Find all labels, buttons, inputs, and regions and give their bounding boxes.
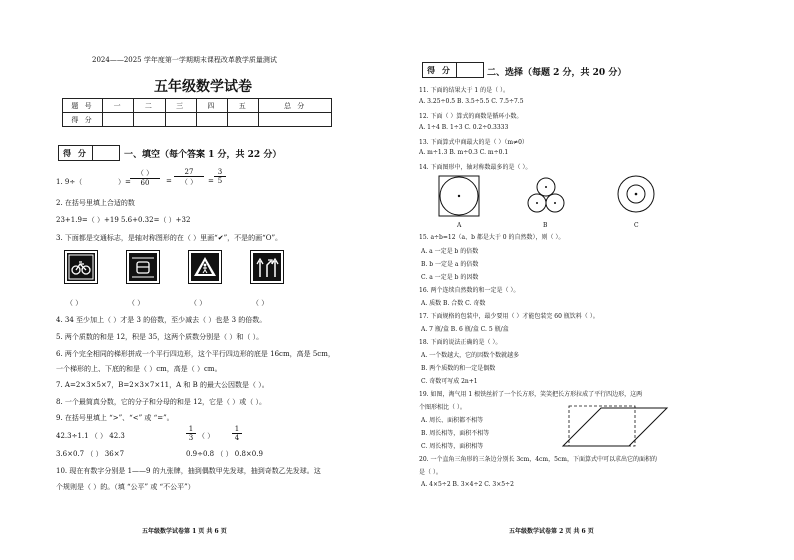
- q14-label-a: A: [457, 222, 462, 229]
- q9-text: 9. 在括号里填上 “>”、“<” 或 “=”。: [56, 414, 174, 422]
- section1-heading: 一、填空（每个答案 1 分，共 22 分）: [124, 150, 282, 160]
- section2-heading: 二、选择（每题 2 分，共 20 分）: [487, 68, 627, 78]
- q1-fraction-1: [130, 168, 160, 187]
- score-table-cell[interactable]: [196, 113, 227, 127]
- fraction-numerator: 3: [217, 168, 223, 176]
- q19-text-cont: 个图形相比（ ）。: [419, 404, 466, 411]
- q9-fraction-2: [232, 425, 242, 442]
- q12-text: 12. 下面（ ）算式的商数是循环小数。: [419, 113, 523, 120]
- q3-answer-blank[interactable]: （ ）: [252, 299, 269, 307]
- score-box-label: 得 分: [59, 146, 93, 160]
- figure-a-square-circle: [439, 176, 479, 216]
- q1-part-a: 1. 9÷（: [56, 178, 83, 186]
- q15-option-b: B. b 一定是 a 的倍数: [421, 261, 479, 268]
- q10-text: 10. 现在有数字分别是 1——9 的九张牌，抽到偶数甲先发球，抽到奇数乙先发球。这: [56, 467, 321, 475]
- q19-rectangle-parallelogram-figure: [559, 404, 677, 450]
- score-table-cell[interactable]: [228, 113, 259, 127]
- q11-options: A. 3.25÷0.5 B. 3.5÷5.5 C. 7.5÷7.5: [419, 98, 524, 105]
- exam-page-2: [397, 0, 794, 560]
- q17-options: A. 7 瓶/盒 B. 6 瓶/盒 C. 5 瓶/盒: [421, 326, 509, 333]
- fraction-numerator: 27: [184, 168, 194, 176]
- q1-fraction-3: [214, 168, 226, 185]
- q1-part-b: ）=: [118, 178, 131, 186]
- q14-figures: [437, 172, 697, 222]
- q8-text: 8. 一个最简真分数，它的分子和分母的和是 12，它是（ ）或（ ）。: [56, 398, 266, 406]
- score-table-cell[interactable]: [134, 113, 165, 127]
- q7-text: 7. A=2×3×5×7，B=2×3×7×11，A 和 B 的最大公因数是（ ）。: [56, 381, 269, 389]
- q6-text-cont: 一个梯形的上、下底的和是（ ）cm，高是（ ）cm。: [56, 365, 222, 373]
- q18-option-a: A. 一个数越大，它的因数个数就越多: [421, 352, 520, 359]
- score-table-cell: 得 分: [63, 113, 103, 127]
- score-box-label: 得 分: [423, 63, 457, 77]
- bicycle-sign-icon: [65, 251, 97, 283]
- section2-score-box: [422, 62, 484, 78]
- exam-subtitle: 2024——2025 学年度第一学期期末课程改革教学质量测试: [92, 56, 277, 64]
- q1-equals: =: [166, 177, 172, 185]
- fraction-denominator: 60: [130, 178, 160, 187]
- q9-compare-2: 3.6×0.7 （ ） 36×7: [56, 450, 125, 458]
- score-table: [62, 98, 332, 127]
- q3-answer-blank[interactable]: （ ）: [128, 299, 145, 307]
- figure-b-three-circles: [528, 178, 564, 212]
- q18-text: 18. 下面的说法正确的是（ ）。: [419, 339, 502, 346]
- q9-fraction-1: [186, 425, 196, 442]
- q15-text: 15. a÷b=12（a、b 都是大于 0 的自然数），则（ ）。: [419, 234, 565, 241]
- q20-text-cont: 是（ ）。: [419, 469, 442, 476]
- score-table-cell: 二: [134, 99, 165, 113]
- score-table-score-row: [63, 113, 332, 127]
- q19-text: 19. 如图，淘气用 1 根铁丝折了一个长方形，笑笑把长方形拉成了平行四边形，这两: [419, 391, 643, 398]
- q20-options: A. 4×5÷2 B. 3×4÷2 C. 3×5÷2: [421, 481, 514, 488]
- score-table-cell[interactable]: [259, 113, 332, 127]
- section1-score-box: [58, 145, 120, 161]
- score-table-cell: 总 分: [259, 99, 332, 113]
- score-table-cell: 三: [165, 99, 196, 113]
- q11-text: 11. 下面的结果大于 1 的是（ ）。: [419, 87, 509, 94]
- fraction-denominator: 5: [214, 176, 226, 185]
- figure-c-concentric-circles: [618, 176, 654, 212]
- score-table-cell: 五: [228, 99, 259, 113]
- q16-text: 16. 两个连续自然数的和一定是（ ）。: [419, 287, 520, 294]
- score-box-value[interactable]: [457, 63, 483, 77]
- fraction-numerator: 1: [188, 425, 194, 433]
- q14-label-c: C: [634, 222, 639, 229]
- q9-compare-1: 42.3÷1.1 （ ） 42.3: [56, 432, 125, 440]
- q16-options: A. 质数 B. 合数 C. 奇数: [421, 300, 486, 307]
- q5-text: 5. 两个质数的和是 12，积是 35，这两个质数分别是（ ）和（ ）。: [56, 333, 264, 341]
- q1-equals: =: [208, 177, 214, 185]
- fraction-denominator: 3: [186, 433, 196, 442]
- q3-answer-blank[interactable]: （ ）: [190, 299, 207, 307]
- q9-compare-3: 0.9÷0.8 （ ） 0.8×0.9: [186, 450, 263, 458]
- score-table-header-row: [63, 99, 332, 113]
- q10-text-cont: 个规则是（ ）的。（填 “公平” 或 “不公平”）: [56, 483, 195, 491]
- page-footer: 五年级数学试卷第 1 页 共 6 页: [142, 528, 227, 535]
- q18-option-c: C. 奇数可写成 2n+1: [421, 378, 478, 385]
- q2-line: 23+1.9=（ ）+19 5.6+0.32=（ ）+32: [56, 216, 191, 224]
- score-table-cell: 四: [196, 99, 227, 113]
- fraction-denominator: 4: [232, 433, 242, 442]
- q9-compare-blank[interactable]: （ ）: [198, 432, 215, 440]
- q15-option-a: A. a 一定是 b 的倍数: [421, 248, 479, 255]
- q19-option-c: C. 周长相等，面积相等: [421, 443, 484, 450]
- score-box-value[interactable]: [93, 146, 119, 160]
- q12-options: A. 1÷4 B. 1÷3 C. 0.2÷0.3333: [419, 124, 509, 131]
- q14-text: 14. 下面图形中，轴对称数最多的是（ ）。: [419, 164, 532, 171]
- lane-direction-sign-icon: [251, 251, 283, 283]
- q2-text: 2. 在括号里填上合适的数: [56, 199, 135, 207]
- q13-options: A. m÷1.3 B. m÷0.3 C. m÷0.1: [419, 149, 509, 156]
- q6-text: 6. 两个完全相同的梯形拼成一个平行四边形，这个平行四边形的底是 16cm，高是 5cm，: [56, 350, 335, 358]
- q18-option-b: B. 两个质数的和一定是偶数: [421, 365, 496, 372]
- fraction-numerator: （ ）: [136, 169, 154, 177]
- fraction-denominator: （ ）: [174, 176, 204, 187]
- score-table-cell: 题 号: [63, 99, 103, 113]
- q15-option-c: C. a 一定是 b 的因数: [421, 274, 479, 281]
- q1-fraction-2: [174, 168, 204, 187]
- score-table-cell[interactable]: [103, 113, 134, 127]
- q19-option-a: A. 周长、面积都不相等: [421, 417, 484, 424]
- car-sign-icon: [127, 251, 159, 283]
- q19-option-b: B. 周长相等，面积不相等: [421, 430, 490, 437]
- exam-title: 五年级数学试卷: [154, 79, 252, 95]
- page-footer: 五年级数学试卷第 2 页 共 6 页: [509, 528, 594, 535]
- q20-text: 20. 一个直角三角形的三条边分别长 3cm，4cm，5cm，下面算式中可以求出它的面积的: [419, 456, 657, 463]
- q13-text: 13. 下面算式中商最大的是（ ）（m≠0）: [419, 139, 528, 146]
- q17-text: 17. 下面规格的包装中，最少要用（ ）才能包装完 60 瓶饮料（ ）。: [419, 313, 599, 320]
- pedestrian-warning-sign-icon: [189, 251, 221, 283]
- fraction-numerator: 1: [234, 425, 240, 433]
- q3-answer-blank[interactable]: （ ）: [66, 299, 83, 307]
- q4-text: 4. 34 至少加上（ ）才是 3 的倍数，至少减去（ ）也是 3 的倍数。: [56, 316, 267, 324]
- score-table-cell: 一: [103, 99, 134, 113]
- q3-text: 3. 下面都是交通标志，是轴对称图形的在（ ）里画“✔”，不是的画“O”。: [56, 234, 283, 242]
- score-table-cell[interactable]: [165, 113, 196, 127]
- q14-label-b: B: [543, 222, 548, 229]
